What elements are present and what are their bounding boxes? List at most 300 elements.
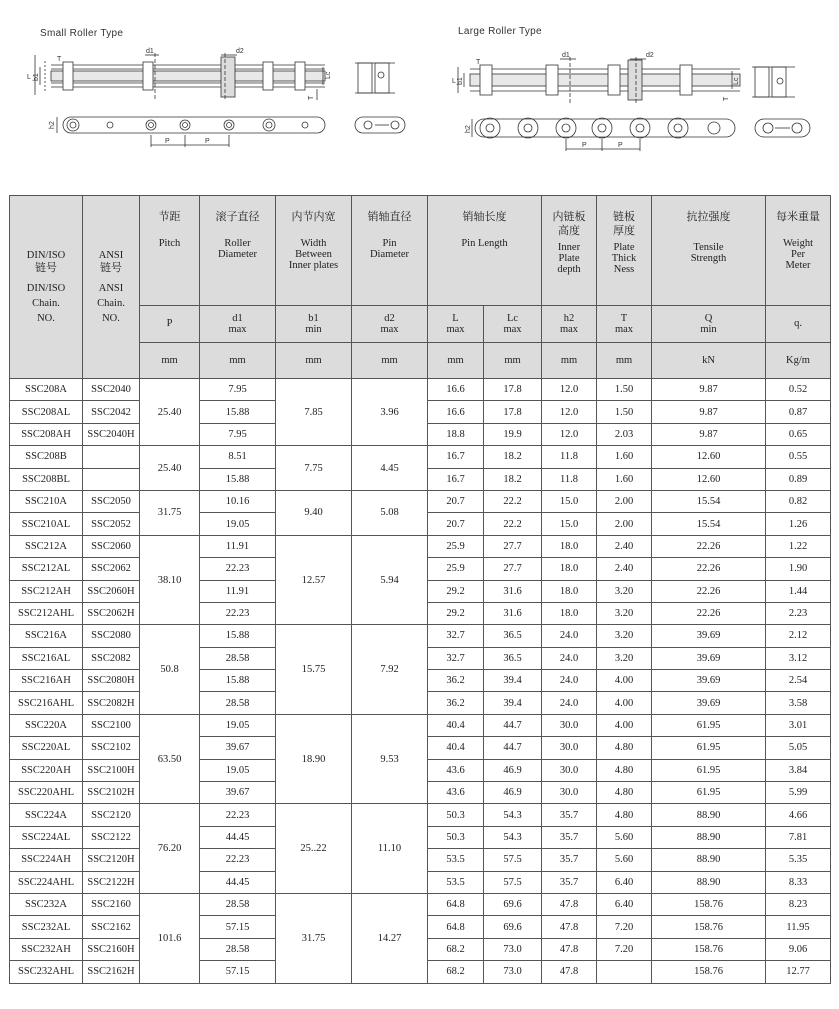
cell-L: 53.5 [428,849,484,871]
cell-h2: 18.0 [542,602,597,624]
cell-d1: 44.45 [200,871,276,893]
cell-din-iso: SSC208AL [10,401,83,423]
cell-pitch: 25.40 [140,446,200,491]
large-label-b1: b1 [457,77,464,85]
small-top-view [35,53,325,100]
cell-T: 3.20 [597,625,652,647]
cell-q: 1.22 [766,535,831,557]
cell-Q: 39.69 [652,670,766,692]
cell-pitch: 38.10 [140,535,200,625]
sym-b1: b1 min [276,306,352,343]
cell-L: 64.8 [428,916,484,938]
cell-L: 36.2 [428,692,484,714]
cell-Lc: 46.9 [484,759,542,781]
small-label-Lc: Lc [325,71,332,79]
cell-Lc: 17.8 [484,379,542,401]
sym-Q: Q min [652,306,766,343]
cell-Lc: 31.6 [484,580,542,602]
cell-ansi [83,446,140,468]
cell-h2: 15.0 [542,490,597,512]
cell-d1: 19.05 [200,759,276,781]
table-row [10,625,831,647]
cell-L: 64.8 [428,893,484,915]
cell-din-iso: SSC216AL [10,647,83,669]
cell-q: 9.06 [766,938,831,960]
cell-d1: 10.16 [200,490,276,512]
cell-d1: 7.95 [200,423,276,445]
cell-d2: 5.08 [352,490,428,535]
cell-din-iso: SSC216AHL [10,692,83,714]
cell-h2: 30.0 [542,782,597,804]
cell-din-iso: SSC224AHL [10,871,83,893]
large-end-profile [755,119,810,137]
cell-d2: 11.10 [352,804,428,894]
cell-d1: 57.15 [200,961,276,983]
cell-L: 53.5 [428,871,484,893]
cell-d1: 57.15 [200,916,276,938]
cell-h2: 35.7 [542,849,597,871]
cell-h2: 12.0 [542,401,597,423]
cell-T: 7.20 [597,938,652,960]
cell-din-iso: SSC224AH [10,849,83,871]
cell-ansi: SSC2042 [83,401,140,423]
cell-d1: 28.58 [200,647,276,669]
cell-ansi: SSC2100 [83,714,140,736]
cell-ansi: SSC2122 [83,826,140,848]
cell-q: 8.23 [766,893,831,915]
cell-Q: 22.26 [652,535,766,557]
cell-L: 50.3 [428,804,484,826]
cell-Lc: 17.8 [484,401,542,423]
cell-d2: 14.27 [352,893,428,983]
cell-din-iso: SSC210A [10,490,83,512]
large-label-T2: T [723,96,730,101]
cell-d1: 39.67 [200,782,276,804]
table-row [10,379,831,401]
cell-d2: 4.45 [352,446,428,491]
cell-q: 4.66 [766,804,831,826]
cell-T: 2.00 [597,490,652,512]
cell-q: 0.87 [766,401,831,423]
cell-L: 50.3 [428,826,484,848]
cell-q: 3.12 [766,647,831,669]
cell-T: 5.60 [597,849,652,871]
table-row [10,714,831,736]
cell-L: 40.4 [428,737,484,759]
cell-L: 25.9 [428,558,484,580]
cell-d1: 8.51 [200,446,276,468]
cell-ansi: SSC2040 [83,379,140,401]
cell-din-iso: SSC212AL [10,558,83,580]
cell-T: 2.00 [597,513,652,535]
cell-L: 18.8 [428,423,484,445]
cell-b1: 9.40 [276,490,352,535]
cell-b1: 7.75 [276,446,352,491]
cell-T: 1.60 [597,446,652,468]
sym-T: T max [597,306,652,343]
cell-Lc: 54.3 [484,826,542,848]
cell-ansi: SSC2082H [83,692,140,714]
cell-Lc: 31.6 [484,602,542,624]
cell-Lc: 46.9 [484,782,542,804]
large-end-view [752,67,795,97]
cell-Lc: 57.5 [484,849,542,871]
large-label-P1: P [582,142,587,149]
cell-ansi: SSC2082 [83,647,140,669]
cell-h2: 18.0 [542,558,597,580]
cell-Q: 9.87 [652,401,766,423]
cell-q: 0.65 [766,423,831,445]
cell-h2: 24.0 [542,647,597,669]
cell-Q: 61.95 [652,782,766,804]
cell-T: 1.50 [597,401,652,423]
cell-q: 7.81 [766,826,831,848]
cell-h2: 30.0 [542,737,597,759]
cell-q: 12.77 [766,961,831,983]
unit-Lc: mm [484,343,542,379]
large-roller-drawing [450,45,832,155]
cell-ansi: SSC2050 [83,490,140,512]
cell-T: 2.40 [597,558,652,580]
cell-q: 5.35 [766,849,831,871]
cell-Lc: 22.2 [484,490,542,512]
cell-T [597,961,652,983]
unit-d1: mm [200,343,276,379]
cell-q: 1.90 [766,558,831,580]
cell-ansi: SSC2160 [83,893,140,915]
large-label-h2: h2 [465,125,472,133]
header-din-iso: DIN/ISO 链号 DIN/ISO Chain. NO. [10,196,83,379]
cell-L: 20.7 [428,490,484,512]
cell-Q: 158.76 [652,961,766,983]
table-body [10,379,831,984]
cell-d1: 39.67 [200,737,276,759]
cell-Q: 158.76 [652,916,766,938]
cell-Lc: 18.2 [484,468,542,490]
large-top-view [458,57,740,103]
header-pin-length: 销轴长度 Pin Length [428,196,542,306]
large-label-d1: d1 [562,52,570,59]
unit-d2: mm [352,343,428,379]
cell-q: 3.01 [766,714,831,736]
cell-ansi: SSC2060 [83,535,140,557]
cell-pitch: 25.40 [140,379,200,446]
header-pin-diameter: 销轴直径 Pin Diameter [352,196,428,306]
cell-q: 2.23 [766,602,831,624]
cell-q: 2.12 [766,625,831,647]
small-label-d1: d1 [146,48,154,55]
cell-ansi: SSC2100H [83,759,140,781]
cell-Q: 88.90 [652,849,766,871]
cell-Q: 88.90 [652,804,766,826]
cell-pitch: 50.8 [140,625,200,715]
small-label-d2: d2 [236,48,244,55]
large-roller-title: Large Roller Type [458,26,542,37]
cell-Q: 22.26 [652,602,766,624]
unit-pitch: mm [140,343,200,379]
cell-T: 6.40 [597,893,652,915]
cell-q: 0.89 [766,468,831,490]
cell-din-iso: SSC212AH [10,580,83,602]
cell-q: 1.26 [766,513,831,535]
cell-T: 4.00 [597,670,652,692]
small-end-view [355,63,395,93]
cell-din-iso: SSC208B [10,446,83,468]
cell-q: 0.55 [766,446,831,468]
sym-d1: d1 max [200,306,276,343]
cell-T: 2.03 [597,423,652,445]
small-label-T: T [57,56,62,63]
cell-Lc: 54.3 [484,804,542,826]
cell-ansi: SSC2120 [83,804,140,826]
cell-h2: 47.8 [542,961,597,983]
cell-q: 0.52 [766,379,831,401]
cell-T: 3.20 [597,580,652,602]
cell-q: 3.84 [766,759,831,781]
cell-h2: 35.7 [542,804,597,826]
cell-L: 32.7 [428,647,484,669]
cell-Lc: 22.2 [484,513,542,535]
cell-din-iso: SSC220AHL [10,782,83,804]
cell-Q: 158.76 [652,938,766,960]
cell-d1: 7.95 [200,379,276,401]
cell-q: 5.99 [766,782,831,804]
cell-L: 25.9 [428,535,484,557]
cell-d2: 3.96 [352,379,428,446]
cell-Lc: 19.9 [484,423,542,445]
cell-ansi: SSC2120H [83,849,140,871]
cell-Q: 39.69 [652,692,766,714]
small-label-P1: P [165,138,170,145]
cell-q: 2.54 [766,670,831,692]
cell-h2: 24.0 [542,670,597,692]
cell-d1: 22.23 [200,602,276,624]
unit-Q: kN [652,343,766,379]
cell-din-iso: SSC220AL [10,737,83,759]
large-front-view [472,118,735,151]
cell-T: 2.40 [597,535,652,557]
small-end-profile [355,117,405,133]
cell-h2: 47.8 [542,893,597,915]
cell-T: 3.20 [597,647,652,669]
cell-h2: 18.0 [542,535,597,557]
cell-d1: 15.88 [200,468,276,490]
cell-L: 16.6 [428,379,484,401]
header-width-inner: 内节内宽 Width Between Inner plates [276,196,352,306]
cell-T: 4.80 [597,782,652,804]
cell-ansi: SSC2122H [83,871,140,893]
cell-ansi: SSC2060H [83,580,140,602]
large-label-P2: P [618,142,623,149]
cell-Lc: 27.7 [484,535,542,557]
cell-Q: 61.95 [652,714,766,736]
unit-T: mm [597,343,652,379]
cell-T: 4.80 [597,804,652,826]
cell-Q: 88.90 [652,826,766,848]
cell-d2: 5.94 [352,535,428,625]
cell-Lc: 57.5 [484,871,542,893]
cell-b1: 15.75 [276,625,352,715]
cell-d1: 19.05 [200,714,276,736]
cell-pitch: 31.75 [140,490,200,535]
small-label-h2: h2 [49,121,56,129]
header-plate-thickness: 链板 厚度 Plate Thick Ness [597,196,652,306]
cell-q: 0.82 [766,490,831,512]
cell-din-iso: SSC212A [10,535,83,557]
cell-d1: 22.23 [200,558,276,580]
cell-d1: 22.23 [200,849,276,871]
cell-din-iso: SSC232AHL [10,961,83,983]
cell-T: 4.80 [597,737,652,759]
sym-Lc: Lc max [484,306,542,343]
cell-h2: 15.0 [542,513,597,535]
cell-Q: 9.87 [652,423,766,445]
unit-b1: mm [276,343,352,379]
cell-d1: 28.58 [200,938,276,960]
cell-d1: 15.88 [200,625,276,647]
cell-h2: 35.7 [542,826,597,848]
cell-din-iso: SSC208AH [10,423,83,445]
cell-d1: 11.91 [200,580,276,602]
cell-h2: 30.0 [542,714,597,736]
cell-Lc: 18.2 [484,446,542,468]
cell-pitch: 63.50 [140,714,200,804]
cell-pitch: 76.20 [140,804,200,894]
cell-Q: 88.90 [652,871,766,893]
cell-T: 4.00 [597,714,652,736]
header-roller-diameter: 滚子直径 Roller Diameter [200,196,276,306]
cell-din-iso: SSC224AL [10,826,83,848]
cell-Lc: 73.0 [484,938,542,960]
cell-din-iso: SSC208BL [10,468,83,490]
sym-h2: h2 max [542,306,597,343]
cell-pitch: 101.6 [140,893,200,983]
cell-h2: 11.8 [542,468,597,490]
cell-Q: 15.54 [652,490,766,512]
cell-ansi: SSC2062H [83,602,140,624]
header-pitch: 节距 Pitch [140,196,200,306]
cell-L: 16.7 [428,468,484,490]
cell-ansi: SSC2052 [83,513,140,535]
cell-Lc: 69.6 [484,893,542,915]
header-tensile-strength: 抗拉强度 Tensile Strength [652,196,766,306]
cell-d2: 7.92 [352,625,428,715]
cell-Q: 39.69 [652,647,766,669]
table-row [10,446,831,468]
small-label-L: L [27,74,31,81]
cell-L: 16.6 [428,401,484,423]
cell-L: 16.7 [428,446,484,468]
small-roller-drawing [25,45,420,155]
cell-din-iso: SSC216AH [10,670,83,692]
cell-Lc: 69.6 [484,916,542,938]
cell-Q: 12.60 [652,468,766,490]
cell-ansi: SSC2162 [83,916,140,938]
cell-din-iso: SSC208A [10,379,83,401]
cell-b1: 7.85 [276,379,352,446]
cell-din-iso: SSC232AH [10,938,83,960]
cell-Q: 61.95 [652,759,766,781]
cell-h2: 12.0 [542,379,597,401]
cell-d1: 15.88 [200,670,276,692]
table-header [10,196,831,379]
table-row [10,535,831,557]
cell-h2: 47.8 [542,938,597,960]
cell-Q: 61.95 [652,737,766,759]
cell-din-iso: SSC216A [10,625,83,647]
large-label-d2: d2 [646,52,654,59]
unit-h2: mm [542,343,597,379]
cell-q: 8.33 [766,871,831,893]
cell-h2: 30.0 [542,759,597,781]
cell-q: 1.44 [766,580,831,602]
cell-T: 1.50 [597,379,652,401]
cell-ansi: SSC2080 [83,625,140,647]
small-roller-title: Small Roller Type [40,28,124,39]
cell-Q: 39.69 [652,625,766,647]
cell-ansi [83,468,140,490]
cell-Lc: 36.5 [484,625,542,647]
header-ansi: ANSI 链号 ANSI Chain. NO. [83,196,140,379]
cell-Lc: 73.0 [484,961,542,983]
cell-T: 1.60 [597,468,652,490]
cell-b1: 12.57 [276,535,352,625]
cell-h2: 12.0 [542,423,597,445]
cell-d1: 19.05 [200,513,276,535]
cell-din-iso: SSC210AL [10,513,83,535]
cell-Q: 22.26 [652,558,766,580]
large-label-L: L [452,78,456,85]
cell-b1: 18.90 [276,714,352,804]
cell-h2: 35.7 [542,871,597,893]
small-front-view [57,117,325,147]
cell-Lc: 44.7 [484,737,542,759]
table-row [10,893,831,915]
cell-q: 5.05 [766,737,831,759]
cell-Lc: 36.5 [484,647,542,669]
cell-Q: 158.76 [652,893,766,915]
unit-L: mm [428,343,484,379]
cell-h2: 24.0 [542,625,597,647]
cell-L: 29.2 [428,602,484,624]
cell-b1: 31.75 [276,893,352,983]
cell-Lc: 39.4 [484,670,542,692]
cell-b1: 25..22 [276,804,352,894]
cell-T: 3.20 [597,602,652,624]
cell-L: 40.4 [428,714,484,736]
cell-L: 68.2 [428,938,484,960]
cell-d1: 15.88 [200,401,276,423]
cell-Lc: 44.7 [484,714,542,736]
cell-ansi: SSC2162H [83,961,140,983]
cell-Lc: 27.7 [484,558,542,580]
cell-h2: 24.0 [542,692,597,714]
cell-Lc: 39.4 [484,692,542,714]
cell-Q: 9.87 [652,379,766,401]
cell-d2: 9.53 [352,714,428,804]
cell-ansi: SSC2160H [83,938,140,960]
cell-d1: 28.58 [200,692,276,714]
cell-L: 20.7 [428,513,484,535]
cell-ansi: SSC2102 [83,737,140,759]
cell-d1: 22.23 [200,804,276,826]
small-label-P2: P [205,138,210,145]
cell-Q: 15.54 [652,513,766,535]
cell-din-iso: SSC220A [10,714,83,736]
cell-q: 11.95 [766,916,831,938]
cell-din-iso: SSC232A [10,893,83,915]
unit-q: Kg/m [766,343,831,379]
